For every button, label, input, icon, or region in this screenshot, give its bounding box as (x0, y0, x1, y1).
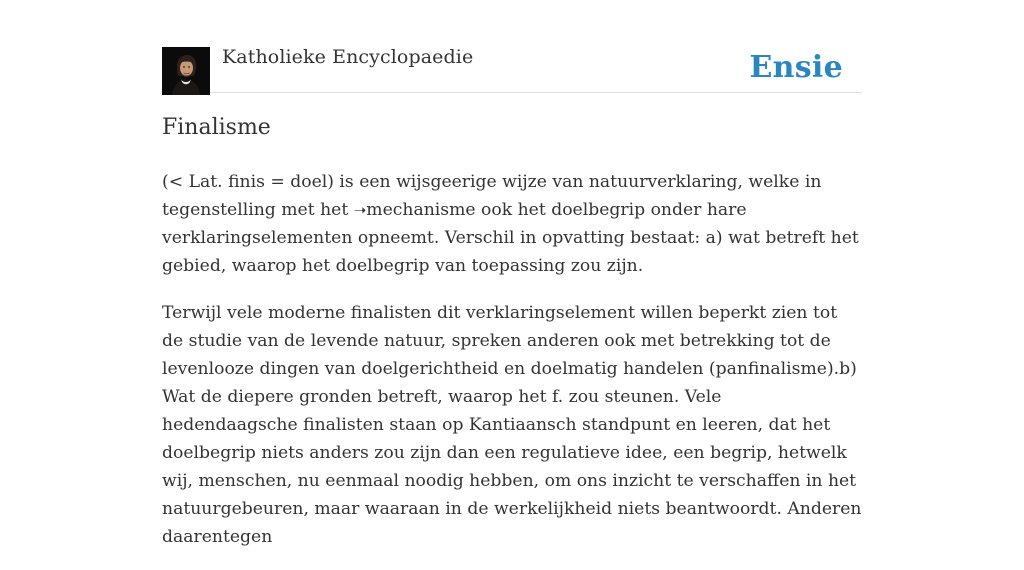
article-body (162, 168, 862, 570)
article-title: Finalisme (162, 115, 271, 140)
portrait-avatar-icon[interactable] (162, 47, 210, 95)
source-name[interactable]: Katholieke Encyclopaedie (222, 46, 474, 68)
portrait-illustration (162, 47, 210, 95)
paragraph-1 (162, 168, 862, 280)
header (162, 45, 862, 93)
ensie-logo[interactable]: Ensie (749, 50, 843, 85)
paragraph-2: Terwijl vele moderne finalisten dit verklaringselement willen beperkt zien tot de studie van de levende natuur, spreken anderen ook met betrekking tot de levenlooze dingen van doelgerichtheid en doelmatig handelen (panfinalisme).b) Wat de diepere gronden betreft, waarop het f. zou steunen. Vele hedendaagsche finalisten staan op Kantiaansch standpunt en leeren, dat het doelbegrip niets anders zou zijn dan een regulatieve idee, een begrip, hetwelk wij, menschen, nu eenmaal noodig hebben, om ons inzicht te verschaffen in het natuurgebeuren, maar waaraan in de werkelijkheid niets beantwoordt. Anderen daarentegen (162, 303, 862, 547)
paragraph-1-text-start: (< Lat. finis = doel) is een wijsgeerige wijze van natuurverklaring, welke in tegenstelling met het (162, 172, 822, 220)
paragraph-1-text-end: ook het doelbegrip onder hare verklaringselementen opneemt. Verschil in opvatting bestaat: a) wat betreft het gebied, waarop het doelbegrip van toepassing zou zijn. (162, 200, 859, 276)
link-arrow-icon[interactable]: ➝ (353, 201, 367, 219)
mechanisme-link[interactable]: mechanisme (366, 200, 476, 220)
